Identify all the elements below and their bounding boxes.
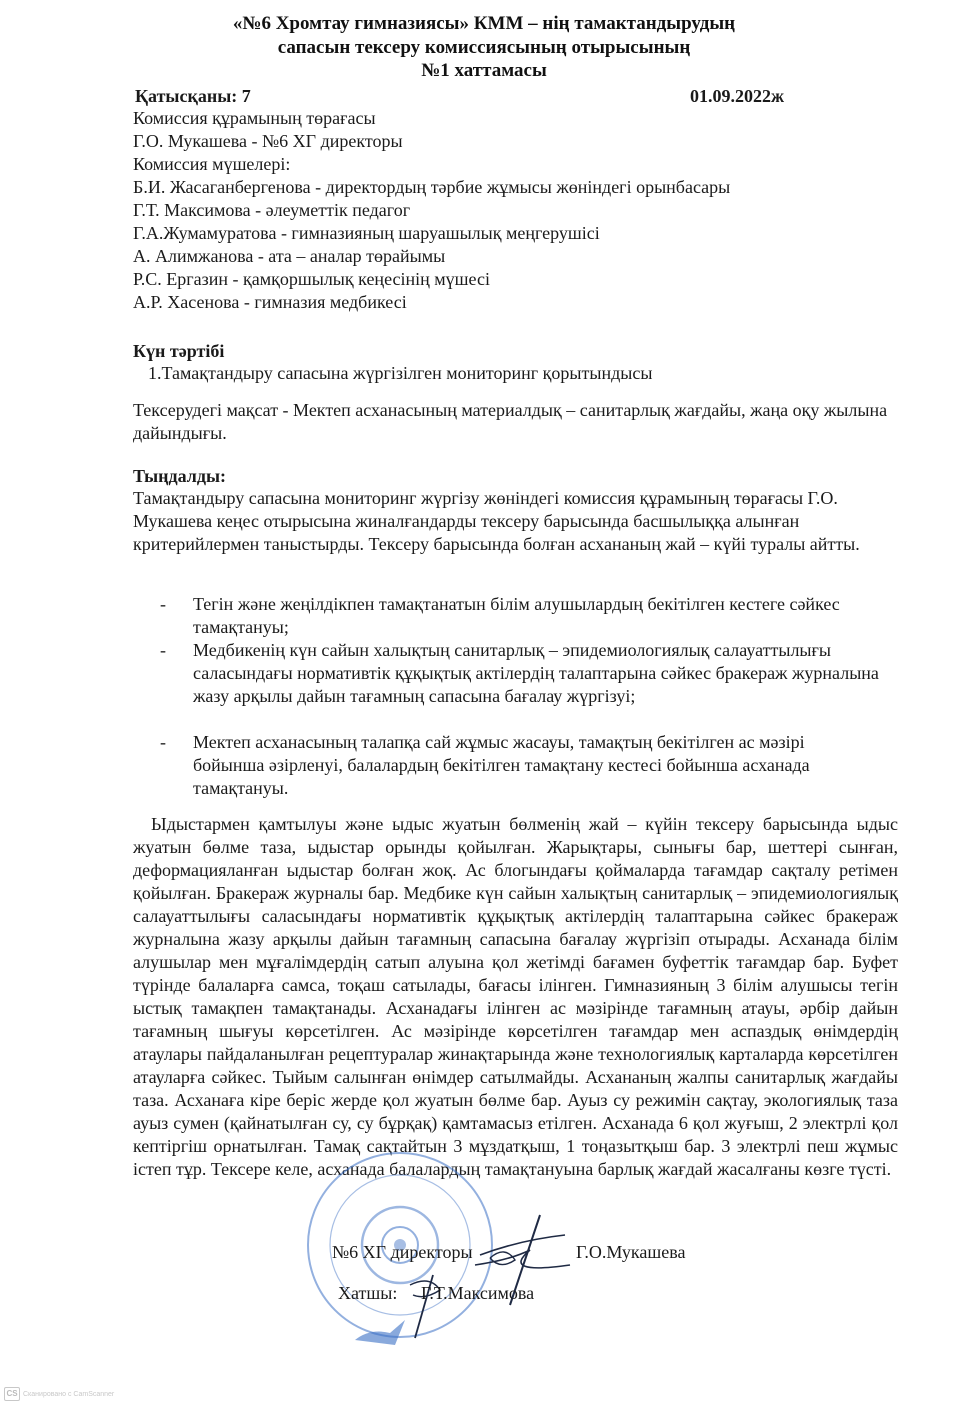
member-item: Б.И. Жасаганбергенова - директордың тәрбие жұмысы жөніндегі орынбасары: [133, 177, 731, 197]
bullet-marker: -: [160, 640, 166, 660]
agenda-item: 1.Тамақтандыру сапасына жүргізілген мониторинг қорытындысы: [148, 363, 653, 383]
member-item: А.Р. Хасенова - гимназия медбикесі: [133, 292, 407, 312]
secretary-signature-name: Г.Т.Максимова: [421, 1283, 535, 1303]
member-item: А. Алимжанова - ата – аналар төрайымы: [133, 246, 446, 266]
heard-paragraph: Тамақтандыру сапасына мониторинг жүргізу жөніндегі комиссия құрамының төрағасы Г.О. Мукашева кеңес отырысына жиналғандарды тексеру барысында басшылыққа алынған критерийлермен таныстырды. Тексеру барысында болған асхананың жай – күйі туралы айтты.: [133, 488, 860, 554]
bullet-marker: -: [160, 594, 166, 614]
secretary-signature-label: Хатшы:: [338, 1283, 398, 1303]
members-heading: Комиссия мүшелері:: [133, 154, 291, 174]
document-title-line-1: «№6 Хромтау гимназиясы» КММ – нің тамактандырудың: [232, 13, 736, 34]
director-signature-name: Г.О.Мукашева: [576, 1242, 686, 1262]
member-item: Г.Т. Максимова - әлеуметтік педагог: [133, 200, 411, 220]
document-title-line-2: сапасын тексеру комиссиясының отырысының: [277, 37, 691, 58]
director-signature-label: №6 ХГ директоры: [332, 1242, 473, 1262]
chair-name: Г.О. Мукашева - №6 ХГ директоры: [133, 131, 403, 151]
bullet-text: Мектеп асханасының талапқа сай жұмыс жасауы, тамақтың бекітілген ас мәзірі бойынша әзірленуі, балалардың бекітілген тамақтану кестесі бойынша асханада тамақтануы.: [193, 732, 810, 798]
bullet-text: Тегін және жеңілдікпен тамақтанатын білім алушылардың бекітілген кестеге сәйкес тамақтануы;: [193, 594, 840, 637]
document-title-line-3: №1 хаттамасы: [421, 60, 547, 81]
camscanner-icon: CS: [4, 1387, 20, 1401]
secretary-signature: [405, 1270, 445, 1340]
scanner-watermark-text: Сканировано с CamScanner: [23, 1390, 115, 1398]
purpose-paragraph: Тексерудегі мақсат - Мектеп асханасының материалдық – санитарлық жағдайы, жаңа оқу жылына дайындығы.: [133, 400, 888, 443]
bullet-marker: -: [160, 732, 166, 752]
member-item: Р.С. Ергазин - қамқоршылық кеңесінің мүшесі: [133, 269, 490, 289]
chair-heading: Комиссия құрамының төрағасы: [133, 108, 376, 128]
main-paragraph: Ыдыстармен қамтылуы және ыдыс жуатын бөлменің жай – күйін тексеру барысында ыдыс жуатын бөлме таза, ыдыстар орынды қойылған. Жарықтары, сынығы бар, шеттері сынған, деформацияланған ыдыстар болған жоқ. Ас блогындағы қоймаларда тағамдар сақталу ретімен қойылған. Бракераж журналы бар. Медбике күн сайын халықтың санитарлық – эпидемиологиялық салауаттылығы саласындағы нормативтік құқықтық актілердің талаптарына сәйкес бракераж журналына жазу арқылы дайын тағамның сапасына бағалау жүргізіп отырады. Асханада білім алушылар мен мұғалімдердің сатып алуына қол жетімді бағамен буфеттік тағамдар бар. Буфет түрінде балаларға самса, тоқаш сатылады, бағасы ілінген. Гимназияның 3 білім алушысы тегін ыстық тамақпен тамақтанады. Асханадағы ілінген ас мәзірінде тағамның атауы, әрбір дайын тағамның шығуы көрсетілген. Ас мәзірінде көрсетілген тағамдар мен аспаздық өнімдердің атаулары пайдаланылған рецептуралар жинақтарында және технологиялық карталарда көрсетілген атауларға сәйкес. Тыйым салынған өнімдер сатылмайды. Асхананың жалпы санитарлық жағдайы таза. Асханаға кіре беріс жерде қол жуатын бөлме бар. Ауыз су режимін сақтау, экологиялық таза ауыз сумен (қайнатылған су, су бұрқақ) қамтамасыз етілген. Асханада 6 қол жуғыш, 2 электрлі қол кептіргіш орнатылған. Тамақ сақтайтын 3 мұздатқыш, 1 тоңазытқыш бар. 3 электрлі пеш жұмыс істеп тұр. Тексере келе, асханада балалардың тамақтануына барлық жағдай жасалғаны көзге түсті.: [133, 814, 898, 1179]
heard-heading: Тыңдалды:: [133, 466, 227, 486]
attendees-count: Қатысқаны: 7: [135, 86, 251, 106]
agenda-heading: Күн тәртібі: [133, 341, 225, 361]
bullet-item: [160, 639, 880, 708]
bullet-item: [160, 731, 880, 800]
member-item: Г.А.Жумамуратова - гимназияның шаруашылық меңгерушісі: [133, 223, 600, 243]
bullet-item: [160, 593, 880, 639]
document-date: 01.09.2022ж: [690, 86, 785, 106]
bullet-text: Медбикенің күн сайын халықтың санитарлық – эпидемиологиялық салауаттылығы саласындағы нормативтік құқықтық актілердің талаптарына сәйкес бракераж журналына жазу арқылы дайын тағамның сапасына бағалау жүргізуі;: [193, 640, 879, 706]
scanner-watermark: [4, 1386, 114, 1402]
